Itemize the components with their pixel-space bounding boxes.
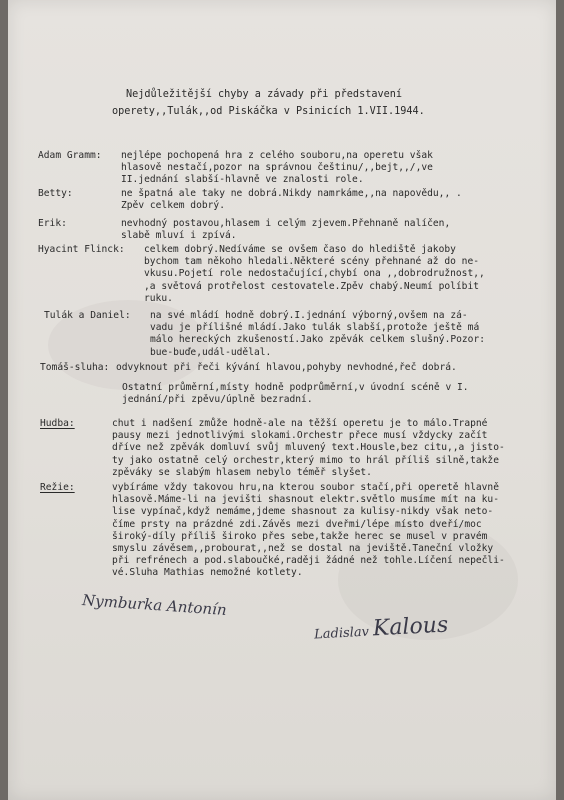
text-line: II.jednání slabší-hlavně ve znalosti role. — [121, 174, 364, 186]
text-line: ,a světová protřelost cestovatele.Zpěv chabý.Neumí políbit — [144, 280, 480, 292]
section-text — [112, 482, 505, 580]
text-line: ne špatná ale taky ne dobrá.Nikdy namrkáme,,na napovědu,, . — [121, 188, 462, 199]
heading-line-2: operety,,Tulák,,od Piskáčka v Psinicích 1.VII.1944. — [112, 106, 425, 117]
text-line: odvyknout při řeči kývání hlavou,pohyby nevhodné,řeč dobrá. — [116, 362, 457, 373]
text-line: smyslu závěsem,,probourat,,než se dostal na jeviště.Taneční vložky — [112, 543, 494, 555]
text-line: bue-buďe,udál-udělal. — [150, 346, 272, 358]
text-line: široký-díly příliš široko přes sebe,takže herec se musel v pravém — [112, 530, 488, 542]
text-line: pausy mezi jednotlivými slokami.Orchestr přece musí vždycky začít — [112, 430, 488, 442]
speaker-label: Betty: — [38, 188, 73, 199]
text-line: na své mládí hodně dobrý.I.jednání výborný,ovšem na zá- — [150, 310, 468, 321]
text-line: bychom tam někoho hledali.Některé scény přehnané až do ne- — [144, 256, 480, 268]
signature-left: Nymburka Antonín — [81, 590, 228, 620]
text-line: při refrénech a pod.slaboučké,raději žádné než tohle.Líčení nepečli- — [112, 555, 505, 567]
text-line: zpěváky se slabým hlasem nebylo téměř slyšet. — [112, 466, 372, 478]
text-line: nejlépe pochopená hra z celého souboru,na operetu však — [121, 150, 433, 161]
section-label-direction: Režie: — [40, 482, 75, 493]
speaker-label: Hyacint Flinck: — [38, 244, 125, 255]
section-label-music: Hudba: — [40, 418, 75, 429]
speaker-label: Tomáš-sluha: — [40, 362, 110, 373]
document-heading — [112, 86, 425, 120]
speaker-label: Tulák a Daniel: — [44, 310, 131, 321]
review-text — [150, 310, 485, 359]
text-line: málo hereckých zkušeností.Jako zpěvák celkem slušný.Pozor: — [150, 334, 486, 346]
text-line: ty jako ostatně celý orchestr,který mimo to hrál příliš silně,takže — [112, 454, 499, 466]
text-line: jednání/při zpěvu/úplně bezradní. — [122, 394, 313, 406]
overall-note — [122, 382, 469, 406]
review-text — [144, 244, 485, 305]
review-text — [116, 362, 457, 374]
speaker-label: Adam Gramm: — [38, 150, 102, 161]
speaker-label: Erik: — [38, 218, 67, 229]
text-line: číme prsty na prázdné zdi.Závěs mezi dveřmi/lépe místo dveří/moc — [112, 518, 482, 530]
text-line: vybíráme vždy takovou hru,na kterou soubor stačí,při operetě hlavně — [112, 482, 499, 493]
text-line: slabě mluví i zpívá. — [121, 230, 237, 242]
review-text — [121, 188, 462, 212]
heading-line-1: Nejdůležitější chyby a závady při představení — [126, 89, 403, 100]
text-line: ruku. — [144, 292, 173, 304]
section-text — [112, 418, 505, 479]
signature-right-second: Kalous — [372, 612, 449, 642]
text-line: hlasově.Máme-li na jevišti shasnout elektr.světlo musíme mít na ku- — [112, 494, 499, 506]
text-line: vadu je přílišné mládí.Jako tulák slabší,protože ještě má — [150, 322, 480, 334]
review-text — [121, 150, 433, 187]
signature-right-first: Ladislav — [313, 624, 370, 643]
text-line: lise vypínač,když nemáme,jdeme shasnout za kulisy-nikdy však neto- — [112, 506, 494, 518]
text-line: nevhodný postavou,hlasem i celým zjevem.Přehnaně nalíčen, — [121, 218, 451, 229]
text-line: chut i nadšení zmůže hodně-ale na těžší operetu je to málo.Trapné — [112, 418, 488, 429]
text-line: Zpěv celkem dobrý. — [121, 200, 225, 212]
text-line: dříve než zpěvák domluví svůj mluvený text.Housle,bez citu,,a jisto- — [112, 442, 505, 454]
text-line: vé.Sluha Mathias nemožné kotlety. — [112, 567, 303, 579]
text-line: Ostatní průměrní,místy hodně podprůměrní,v úvodní scéně v I. — [122, 382, 469, 393]
text-line: vkusu.Pojetí role nedostačující,chybí ona ,,dobrodružnost,, — [144, 268, 485, 280]
text-line: celkem dobrý.Nedíváme se ovšem časo do hlediště jakoby — [144, 244, 456, 255]
text-line: hlasově nestačí,pozor na správnou češtinu/,,bejt,,/,ve — [121, 162, 433, 174]
review-text — [121, 218, 450, 242]
